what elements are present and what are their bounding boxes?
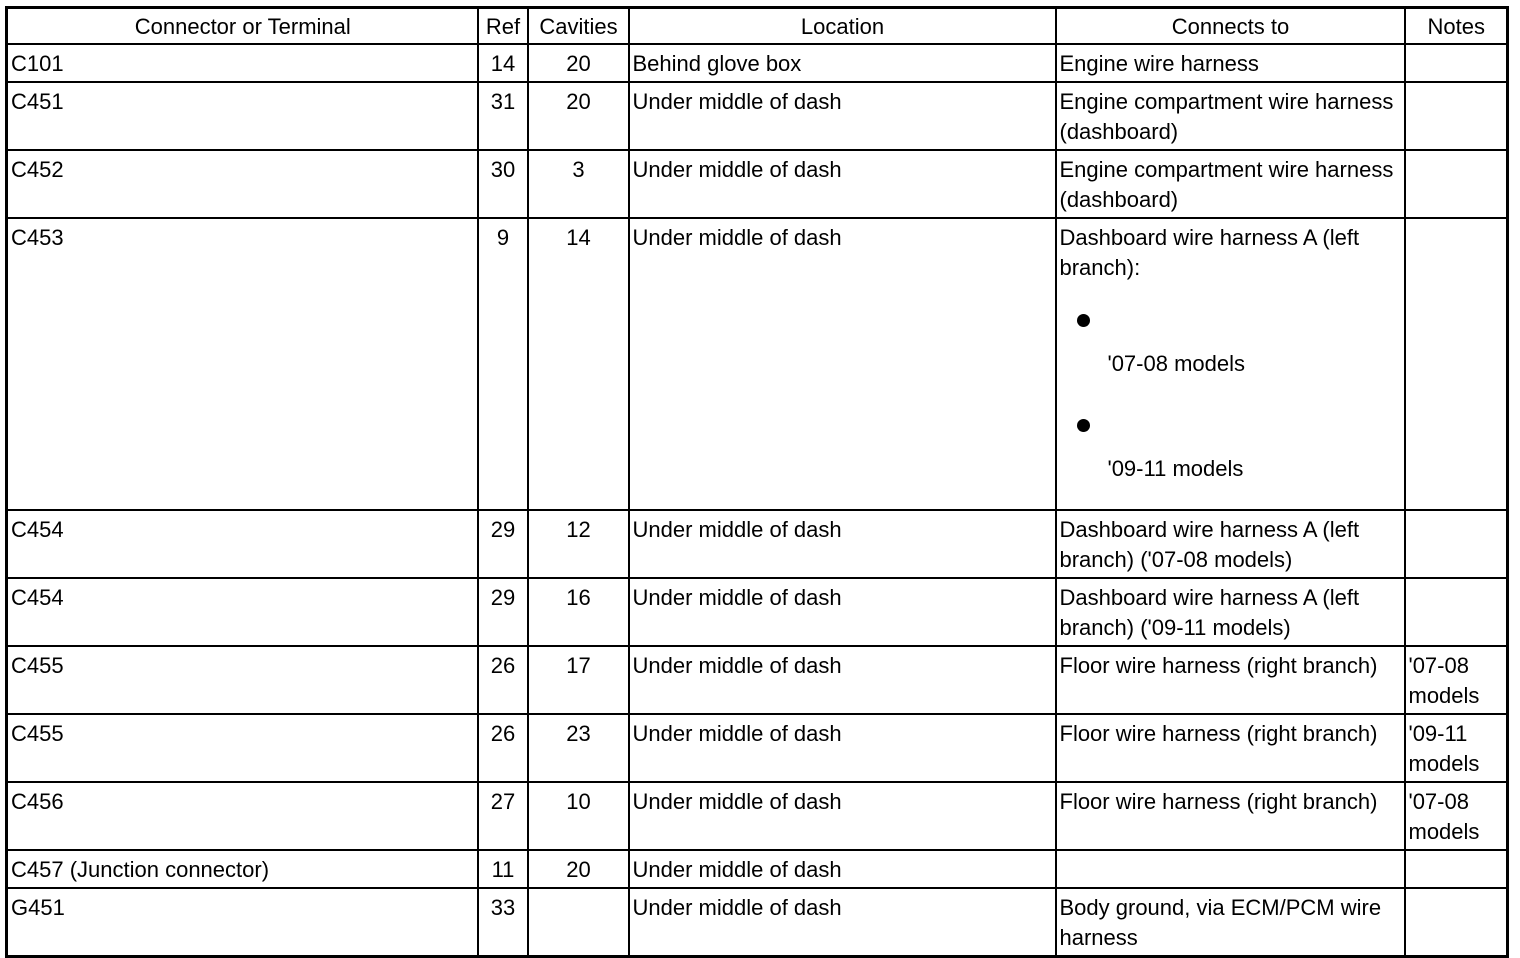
cell-notes xyxy=(1405,44,1508,82)
cell-cavities: 14 xyxy=(528,218,629,510)
header-location: Location xyxy=(629,8,1056,45)
cell-ref: 27 xyxy=(478,782,528,850)
cell-location: Under middle of dash xyxy=(629,714,1056,782)
header-row xyxy=(7,8,1508,45)
cell-connector: C455 xyxy=(7,646,478,714)
cell-location: Under middle of dash xyxy=(629,82,1056,150)
cell-connector: C452 xyxy=(7,150,478,218)
cell-ref: 30 xyxy=(478,150,528,218)
cell-ref: 9 xyxy=(478,218,528,510)
cell-connects-to: Floor wire harness (right branch) xyxy=(1056,646,1405,714)
cell-ref: 26 xyxy=(478,646,528,714)
table-row xyxy=(7,218,1508,510)
cell-location: Under middle of dash xyxy=(629,782,1056,850)
bullet-text: '07-08 models xyxy=(1107,351,1245,376)
header-connects-to: Connects to xyxy=(1056,8,1405,45)
cell-connects-to: Engine wire harness xyxy=(1056,44,1405,82)
cell-location: Under middle of dash xyxy=(629,888,1056,957)
cell-location: Under middle of dash xyxy=(629,218,1056,510)
cell-ref: 29 xyxy=(478,578,528,646)
cell-connects-to: Engine compartment wire harness (dashboard) xyxy=(1056,82,1405,150)
cell-connects-to xyxy=(1056,850,1405,888)
cell-notes xyxy=(1405,510,1508,578)
cell-cavities: 12 xyxy=(528,510,629,578)
cell-ref: 26 xyxy=(478,714,528,782)
cell-ref: 14 xyxy=(478,44,528,82)
table-row xyxy=(7,510,1508,578)
table-row xyxy=(7,888,1508,957)
cell-connects-to: Dashboard wire harness A (left branch) ('09-11 models) xyxy=(1056,578,1405,646)
cell-cavities: 20 xyxy=(528,850,629,888)
header-cavities: Cavities xyxy=(528,8,629,45)
table-row xyxy=(7,782,1508,850)
table-row xyxy=(7,578,1508,646)
header-connector: Connector or Terminal xyxy=(7,8,478,45)
cell-cavities: 20 xyxy=(528,44,629,82)
cell-connects-to: Floor wire harness (right branch) xyxy=(1056,714,1405,782)
cell-connects-to xyxy=(1056,218,1405,510)
cell-cavities: 10 xyxy=(528,782,629,850)
table-row xyxy=(7,44,1508,82)
cell-notes xyxy=(1405,82,1508,150)
cell-cavities: 17 xyxy=(528,646,629,714)
cell-connector: C456 xyxy=(7,782,478,850)
connects-to-intro: Dashboard wire harness A (left branch): xyxy=(1059,225,1360,280)
connects-to-bullet-list xyxy=(1060,297,1402,507)
table-row xyxy=(7,82,1508,150)
bullet-item xyxy=(1060,297,1402,402)
cell-connects-to: Body ground, via ECM/PCM wire harness xyxy=(1056,888,1405,957)
cell-cavities: 3 xyxy=(528,150,629,218)
cell-cavities: 16 xyxy=(528,578,629,646)
cell-notes xyxy=(1405,850,1508,888)
cell-connector: C453 xyxy=(7,218,478,510)
table-row xyxy=(7,850,1508,888)
cell-location: Under middle of dash xyxy=(629,578,1056,646)
cell-connector: C454 xyxy=(7,510,478,578)
cell-ref: 11 xyxy=(478,850,528,888)
header-notes: Notes xyxy=(1405,8,1508,45)
table-row xyxy=(7,646,1508,714)
table-row xyxy=(7,714,1508,782)
cell-ref: 29 xyxy=(478,510,528,578)
cell-notes xyxy=(1405,578,1508,646)
cell-notes xyxy=(1405,218,1508,510)
cell-connector: C455 xyxy=(7,714,478,782)
table-row xyxy=(7,150,1508,218)
cell-notes: '09-11 models xyxy=(1405,714,1508,782)
connector-table xyxy=(5,6,1509,958)
cell-notes xyxy=(1405,150,1508,218)
cell-connects-to: Dashboard wire harness A (left branch) ('07-08 models) xyxy=(1056,510,1405,578)
cell-connector: C457 (Junction connector) xyxy=(7,850,478,888)
cell-notes: '07-08 models xyxy=(1405,782,1508,850)
cell-connects-to: Floor wire harness (right branch) xyxy=(1056,782,1405,850)
cell-location: Under middle of dash xyxy=(629,646,1056,714)
bullet-dot-icon xyxy=(1077,314,1090,327)
bullet-text: '09-11 models xyxy=(1107,456,1244,481)
cell-notes xyxy=(1405,888,1508,957)
cell-connector: G451 xyxy=(7,888,478,957)
cell-location: Under middle of dash xyxy=(629,850,1056,888)
bullet-dot-icon xyxy=(1077,419,1090,432)
cell-cavities: 20 xyxy=(528,82,629,150)
cell-location: Under middle of dash xyxy=(629,150,1056,218)
connector-table-container xyxy=(5,6,1509,958)
header-ref: Ref xyxy=(478,8,528,45)
cell-cavities xyxy=(528,888,629,957)
cell-connector: C451 xyxy=(7,82,478,150)
cell-connector: C101 xyxy=(7,44,478,82)
cell-connector: C454 xyxy=(7,578,478,646)
bullet-item xyxy=(1060,402,1402,507)
cell-ref: 31 xyxy=(478,82,528,150)
cell-notes: '07-08 models xyxy=(1405,646,1508,714)
cell-ref: 33 xyxy=(478,888,528,957)
cell-cavities: 23 xyxy=(528,714,629,782)
cell-connects-to: Engine compartment wire harness (dashboard) xyxy=(1056,150,1405,218)
cell-location: Under middle of dash xyxy=(629,510,1056,578)
cell-location: Behind glove box xyxy=(629,44,1056,82)
